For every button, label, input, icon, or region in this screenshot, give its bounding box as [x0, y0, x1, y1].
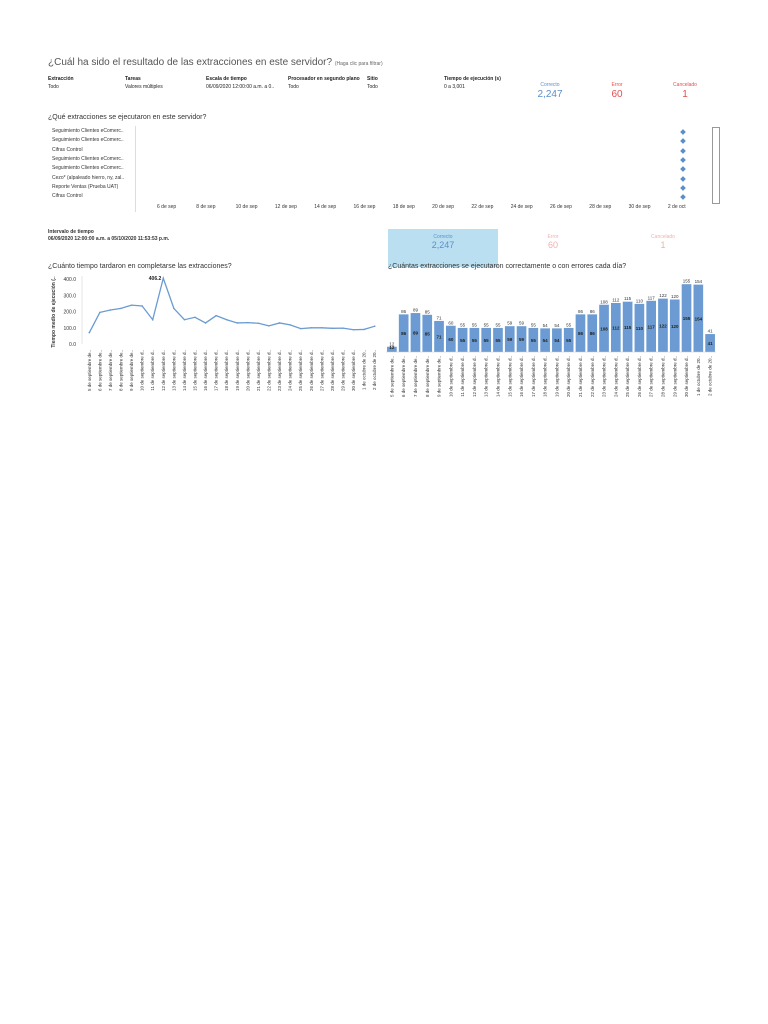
x-tick-label: 16 de septiembre d..	[203, 350, 209, 392]
x-tick-label: 17 de septiembre d..	[213, 350, 219, 392]
extraction-row[interactable]: Seguimiento Clientes eComerc..	[52, 128, 124, 134]
timeline-tick-label: 16 de sep	[353, 204, 376, 210]
filter-label: Escala de tiempo	[206, 76, 247, 82]
runtime-point[interactable]	[141, 305, 143, 307]
runtime-point[interactable]	[205, 322, 207, 324]
extraction-run-mark[interactable]	[680, 176, 686, 182]
bar-inner-label: 115	[623, 324, 632, 330]
x-tick-label: 24 de septiembre d..	[613, 356, 619, 398]
x-tick-label: 7 de septiembre de..	[107, 350, 113, 392]
x-tick-label: 9 de septiembre de..	[129, 350, 135, 392]
runtime-point[interactable]	[173, 308, 175, 310]
extraction-run-mark[interactable]	[680, 138, 686, 144]
filter-label: Sitio	[367, 76, 378, 82]
x-tick-label: 22 de septiembre d..	[266, 350, 272, 392]
x-tick-label: 6 de septiembre de..	[97, 350, 103, 392]
runtime-point[interactable]	[258, 322, 260, 324]
x-tick-label: 28 de septiembre d..	[660, 356, 666, 398]
bar-inner-label: 55	[471, 337, 477, 343]
x-tick-label: 12 de septiembre d..	[160, 350, 166, 392]
bar-inner-label: 108	[600, 326, 608, 332]
runtime-point[interactable]	[162, 277, 164, 279]
bar-value-label: 120	[670, 294, 679, 299]
timeline-tick-label: 22 de sep	[471, 204, 494, 210]
card-success[interactable]	[388, 229, 498, 267]
stat-value: 2,247	[537, 89, 563, 100]
interval-value: 06/09/2020 12:00:00 a.m. a 05/10/2020 11:53:53 p.m.	[48, 236, 170, 242]
bar-value-label: 155	[682, 278, 691, 284]
x-tick-label: 15 de septiembre d..	[192, 350, 198, 392]
x-tick-label: 26 de septiembre d..	[636, 356, 642, 398]
runtime-point[interactable]	[226, 319, 228, 321]
x-tick-label: 18 de septiembre d..	[224, 350, 230, 392]
runtime-point[interactable]	[131, 304, 133, 306]
stat-label: Error	[611, 82, 623, 88]
card-label: Error	[547, 234, 559, 240]
bar-inner-label: 59	[507, 337, 513, 343]
bar-value-label: 110	[635, 298, 643, 304]
extraction-run-mark[interactable]	[680, 129, 686, 135]
x-tick-label: 23 de septiembre d..	[601, 356, 607, 398]
x-tick-label: 30 de septiembre d..	[684, 356, 690, 398]
bar-value-label: 54	[542, 322, 548, 328]
extraction-row[interactable]: Reporte Ventas (Prueba UAT)	[52, 183, 119, 190]
y-axis-label: Tiempo medio de ejecución (..	[51, 276, 57, 348]
filter-background-processor[interactable]	[288, 75, 360, 91]
y-tick-label: 100.0	[63, 325, 76, 332]
extraction-run-mark[interactable]	[680, 194, 686, 200]
y-tick-label: 0.0	[69, 342, 76, 348]
x-tick-label: 6 de septiembre de..	[401, 356, 407, 398]
filter-time-scale[interactable]	[206, 75, 274, 91]
bar-value-label: 54	[554, 322, 560, 328]
bar-value-label: 55	[530, 322, 536, 328]
runtime-point[interactable]	[99, 312, 101, 314]
bar-value-label: 108	[600, 299, 608, 305]
runtime-point[interactable]	[363, 329, 365, 331]
bar-chart-title: ¿Cuántas extracciones se ejecutaron correctamente o con errores cada día?	[388, 263, 627, 270]
runtime-point[interactable]	[88, 332, 90, 334]
bar-value-label: 115	[624, 296, 632, 302]
runtime-point[interactable]	[152, 319, 154, 321]
x-tick-label: 23 de septiembre d..	[277, 350, 283, 392]
bar-chart	[384, 272, 724, 432]
filter-label: Procesador en segundo plano	[288, 76, 360, 82]
bar-value-label: 55	[566, 322, 572, 328]
stat-value: 1	[682, 89, 688, 100]
x-tick-label: 16 de septiembre d..	[519, 356, 525, 398]
bar-inner-label: 54	[554, 338, 560, 344]
x-tick-label: 25 de septiembre d..	[298, 350, 304, 392]
bar-inner-label: 60	[448, 336, 454, 342]
stat-success[interactable]	[520, 82, 580, 102]
bar-value-label: 122	[659, 293, 667, 299]
extraction-row[interactable]: Cifras Control	[52, 146, 83, 153]
bar-inner-label: 112	[612, 325, 620, 331]
timeline-tick-label: 6 de sep	[157, 204, 177, 210]
filter-tasks[interactable]	[125, 75, 163, 91]
y-tick-label: 200.0	[63, 309, 76, 316]
extraction-run-mark[interactable]	[680, 185, 686, 191]
stat-value: 60	[611, 89, 623, 100]
bar-inner-label: 86	[401, 331, 407, 337]
x-tick-label: 22 de septiembre d..	[589, 356, 595, 398]
y-tick-label: 300.0	[63, 293, 76, 300]
interval-label: Intervalo de tiempo	[48, 229, 94, 235]
bar-value-label: 59	[519, 320, 525, 326]
extraction-row[interactable]: Seguimiento Clientes eComerc..	[52, 165, 124, 172]
x-tick-label: 11 de septiembre d..	[150, 350, 156, 391]
bar-value-label: 55	[483, 322, 489, 328]
bar-inner-label: 71	[436, 334, 442, 340]
x-tick-label: 2 de octubre de 20..	[372, 350, 378, 391]
bar-inner-label: 55	[566, 337, 572, 343]
timeline-tick-label: 10 de sep	[235, 204, 258, 210]
bar-inner-label: 89	[412, 330, 418, 336]
card-error[interactable]	[498, 229, 608, 267]
filter-site[interactable]	[367, 75, 378, 91]
scrollbar[interactable]	[712, 127, 720, 204]
bar-value-label: 55	[495, 322, 501, 328]
x-tick-label: 10 de septiembre d..	[139, 350, 145, 392]
runtime-point[interactable]	[215, 315, 217, 317]
y-tick-label: 400.0	[63, 277, 76, 284]
card-cancelled[interactable]	[608, 229, 718, 267]
x-tick-label: 1 de octubre de 20..	[361, 350, 367, 391]
x-tick-label: 5 de septiembre de..	[389, 356, 395, 398]
x-tick-label: 26 de septiembre d..	[308, 350, 314, 392]
x-tick-label: 14 de septiembre d..	[495, 356, 501, 398]
filter-value: Todo	[367, 84, 378, 90]
bar-value-label: 60	[448, 320, 454, 326]
page-title	[48, 57, 383, 68]
x-tick-label: 17 de septiembre d..	[530, 356, 536, 398]
bar-inner-label: 155	[682, 316, 691, 322]
bar-inner-label: 85	[424, 331, 430, 337]
filter-value: 0 a 3,001	[444, 84, 465, 90]
extraction-run-mark[interactable]	[680, 166, 686, 172]
card-label: Correcto	[433, 234, 453, 240]
bar-value-label: 89	[412, 307, 418, 313]
filter-value: Todo	[48, 84, 59, 90]
time-interval	[48, 229, 169, 243]
x-tick-label: 12 de septiembre d..	[471, 356, 477, 398]
bar-value-label: 117	[647, 295, 655, 301]
bar-inner-label: 59	[519, 337, 525, 343]
x-tick-label: 27 de septiembre d..	[319, 350, 325, 392]
filter-value: 06/09/2020 12:00:00 a.m. a 0..	[206, 84, 275, 90]
runtime-point[interactable]	[279, 322, 281, 324]
filter-extraction[interactable]	[48, 75, 74, 91]
timeline-tick-label: 12 de sep	[274, 204, 297, 210]
x-tick-label: 13 de septiembre d..	[483, 356, 489, 398]
x-tick-label: 19 de septiembre d..	[234, 350, 240, 392]
bar-inner-label: 55	[530, 337, 536, 343]
runtime-point[interactable]	[194, 316, 196, 318]
runtime-point[interactable]	[310, 327, 312, 329]
timeline-tick-label: 18 de sep	[392, 204, 415, 210]
bar-inner-label: 41	[707, 341, 713, 347]
bar-value-label: 41	[707, 328, 713, 334]
bar-value-label: 55	[460, 322, 466, 328]
page-title-hint: (Haga clic para filtrar)	[334, 61, 383, 67]
runtime-point[interactable]	[332, 327, 334, 329]
bar-value-label: 59	[507, 320, 513, 326]
bar-value-label: 86	[401, 308, 407, 314]
x-tick-label: 15 de septiembre d..	[507, 356, 513, 398]
bar-inner-label: 55	[483, 337, 489, 343]
x-tick-label: 28 de septiembre d..	[329, 350, 335, 392]
stat-cancelled[interactable]	[655, 82, 715, 102]
x-tick-label: 29 de septiembre d..	[340, 350, 346, 392]
x-tick-label: 21 de septiembre d..	[577, 356, 583, 398]
extraction-row[interactable]: Cezo* (alpaleado hierro, ny, zal..	[52, 174, 125, 181]
filter-value: Valores múltiples	[125, 84, 163, 90]
runtime-point[interactable]	[236, 322, 238, 324]
bar-inner-label: 122	[659, 323, 667, 329]
filter-runtime[interactable]	[444, 75, 501, 91]
page-title-text: ¿Cuál ha sido el resultado de las extracciones en este servidor?	[48, 57, 333, 68]
line-chart	[48, 272, 384, 432]
timeline-tick-label: 30 de sep	[628, 204, 651, 210]
bar-inner-label: 54	[542, 338, 548, 344]
x-tick-label: 5 de septiembre de..	[86, 350, 92, 392]
bar-inner-label: 110	[635, 325, 644, 331]
x-tick-label: 20 de septiembre d..	[245, 350, 251, 392]
x-tick-label: 8 de septiembre de..	[424, 356, 430, 398]
bar-inner-label: 117	[647, 324, 655, 330]
x-tick-label: 1 de octubre de 20..	[695, 356, 701, 397]
bar-inner-label: 86	[589, 331, 595, 337]
bar-value-label: 86	[577, 308, 583, 314]
timeline-tick-label: 20 de sep	[432, 204, 455, 210]
bar-value-label: 85	[424, 309, 430, 315]
runtime-point[interactable]	[184, 319, 186, 321]
card-label: Cancelado	[651, 234, 675, 240]
x-tick-label: 8 de septiembre de..	[118, 350, 124, 392]
x-tick-label: 24 de septiembre d..	[287, 350, 293, 392]
x-tick-label: 25 de septiembre d..	[625, 356, 631, 398]
runtime-point[interactable]	[268, 325, 270, 327]
runtime-point[interactable]	[289, 324, 291, 326]
x-tick-label: 13 de septiembre d..	[171, 350, 177, 392]
bar-value-label: 154	[694, 279, 703, 285]
bar-inner-label: 86	[577, 331, 583, 337]
extractions-title: ¿Qué extracciones se ejecutaron en este servidor?	[48, 114, 207, 121]
runtime-point[interactable]	[321, 327, 323, 329]
x-tick-label: 30 de septiembre d..	[351, 350, 357, 392]
bar-value-label: 71	[436, 315, 442, 321]
filter-label: Tiempo de ejecución (s)	[444, 76, 501, 82]
runtime-point[interactable]	[374, 325, 376, 327]
timeline-tick-label: 24 de sep	[510, 204, 533, 210]
extraction-run-mark[interactable]	[680, 148, 686, 154]
bar-value-label: 112	[612, 297, 620, 303]
x-tick-label: 20 de septiembre d..	[566, 356, 572, 398]
stat-label: Cancelado	[673, 82, 697, 88]
bar-inner-label: 55	[460, 337, 466, 343]
x-tick-label: 7 de septiembre de..	[412, 356, 418, 398]
card-value: 1	[660, 240, 666, 250]
timeline-tick-label: 28 de sep	[589, 204, 612, 210]
x-tick-label: 10 de septiembre d..	[448, 356, 454, 398]
x-tick-label: 2 de octubre de 20..	[707, 356, 713, 397]
extraction-run-mark[interactable]	[680, 157, 686, 163]
bar-inner-label: 55	[495, 337, 501, 343]
runtime-point[interactable]	[120, 308, 122, 310]
filter-label: Extracción	[48, 76, 74, 82]
filter-label: Tareas	[125, 76, 141, 82]
x-tick-label: 21 de septiembre d..	[255, 350, 261, 392]
bar-value-label: 55	[471, 322, 477, 328]
line-chart-title: ¿Cuánto tiempo tardaron en completarse las extracciones?	[48, 263, 232, 270]
runtime-point[interactable]	[110, 309, 112, 311]
extractions-axis-line	[135, 126, 136, 212]
x-tick-label: 19 de septiembre d..	[554, 356, 560, 398]
timeline-tick-label: 14 de sep	[314, 204, 337, 210]
filter-value: Todo	[288, 84, 299, 90]
x-tick-label: 27 de septiembre d..	[648, 356, 654, 398]
runtime-point[interactable]	[342, 327, 344, 329]
x-tick-label: 29 de septiembre d..	[672, 356, 678, 398]
bar-inner-label: 12	[389, 345, 395, 350]
bar-inner-label: 154	[694, 316, 703, 322]
x-tick-label: 11 de septiembre d..	[460, 356, 466, 397]
timeline-tick-label: 2 de oct	[667, 204, 686, 210]
card-value: 60	[547, 240, 558, 250]
timeline-tick-label: 26 de sep	[550, 204, 572, 210]
x-tick-label: 9 de septiembre de..	[436, 356, 442, 398]
timeline-tick-label: 8 de sep	[196, 204, 216, 210]
runtime-point[interactable]	[247, 322, 249, 324]
stat-label: Correcto	[540, 82, 560, 88]
card-value: 2,247	[431, 240, 455, 250]
extraction-row[interactable]: Cifras Control	[52, 193, 83, 200]
stat-error[interactable]	[587, 82, 647, 102]
bar-value-label: 86	[589, 308, 595, 314]
peak-label: 406.2	[148, 276, 162, 283]
extraction-row[interactable]: Seguimiento Clientes eComerc..	[52, 155, 124, 162]
extraction-row[interactable]: Seguimiento Clientes eComerc..	[52, 137, 124, 144]
x-tick-label: 18 de septiembre d..	[542, 356, 548, 398]
bar-inner-label: 120	[670, 323, 679, 329]
x-tick-label: 14 de septiembre d..	[181, 350, 187, 392]
runtime-point[interactable]	[353, 329, 355, 331]
bar-value-label: 12	[389, 341, 395, 347]
runtime-point[interactable]	[300, 328, 302, 330]
